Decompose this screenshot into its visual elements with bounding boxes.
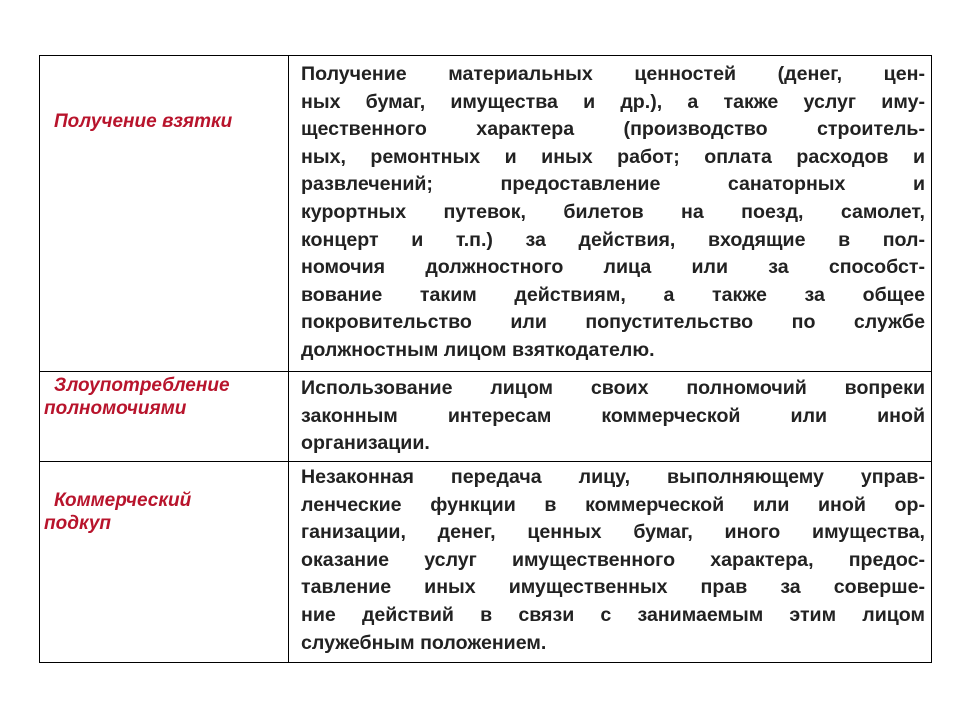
- definition-line: курортных путевок, билетов на поезд, самолет,: [301, 200, 925, 223]
- definition-line: законным интересам коммерческой или иной: [301, 404, 925, 427]
- definitions-table: [39, 55, 932, 663]
- definition-line: Незаконная передача лицу, выполняющему управ-: [301, 466, 925, 488]
- term-line: Получение взятки: [54, 111, 233, 132]
- definition-line: щественного характера (производство строитель-: [301, 118, 925, 141]
- term-cell: [40, 56, 289, 372]
- term-commercial-bribery: [40, 462, 288, 535]
- table-row: [40, 56, 932, 372]
- definition-cell: [289, 372, 932, 462]
- definition-line: ных, ремонтных и иных работ; оплата расходов и: [301, 145, 925, 168]
- definition-line: развлечений; предоставление санаторных и: [301, 173, 925, 196]
- term-line: Коммерческий: [54, 490, 192, 511]
- definition-cell: [289, 56, 932, 372]
- definition-line: тавление иных имущественных прав за соверше-: [301, 576, 925, 599]
- definition-line: ленческие функции в коммерческой или иной ор-: [301, 493, 925, 516]
- term-abuse-of-authority: [40, 372, 288, 420]
- term-bribe: [40, 56, 288, 133]
- definition-line: Получение материальных ценностей (денег, цен-: [301, 63, 925, 85]
- table-row: [40, 462, 932, 663]
- term-cell: [40, 372, 289, 462]
- term-line: подкуп: [44, 513, 111, 534]
- definition-line: оказание услуг имущественного характера, предос-: [301, 548, 925, 571]
- definition-line: организации.: [301, 432, 430, 455]
- definition-line: ние действий в связи с занимаемым этим лицом: [301, 603, 925, 626]
- definition-cell: [289, 462, 932, 663]
- definition-line: концерт и т.п.) за действия, входящие в пол-: [301, 228, 925, 251]
- definition-line: вование таким действиям, а также за общее: [301, 283, 925, 306]
- definition-line: Использование лицом своих полномочий вопреки: [301, 377, 925, 399]
- term-line: Злоупотребление: [54, 375, 230, 396]
- table-row: [40, 372, 932, 462]
- definition-line: должностным лицом взяткодателю.: [301, 338, 655, 361]
- definition-bribe: [289, 56, 931, 365]
- term-line: полномочиями: [44, 398, 187, 419]
- definition-line: номочия должностного лица или за способст-: [301, 256, 925, 279]
- definition-abuse-of-authority: [289, 372, 931, 458]
- definition-line: ных бумаг, имущества и др.), а также услуг иму-: [301, 90, 925, 113]
- term-cell: [40, 462, 289, 663]
- definition-line: служебным положением.: [301, 631, 547, 654]
- definition-line: ганизации, денег, ценных бумаг, иного имущества,: [301, 521, 925, 544]
- definition-line: покровительство или попустительство по службе: [301, 311, 925, 334]
- definition-commercial-bribery: [289, 462, 931, 657]
